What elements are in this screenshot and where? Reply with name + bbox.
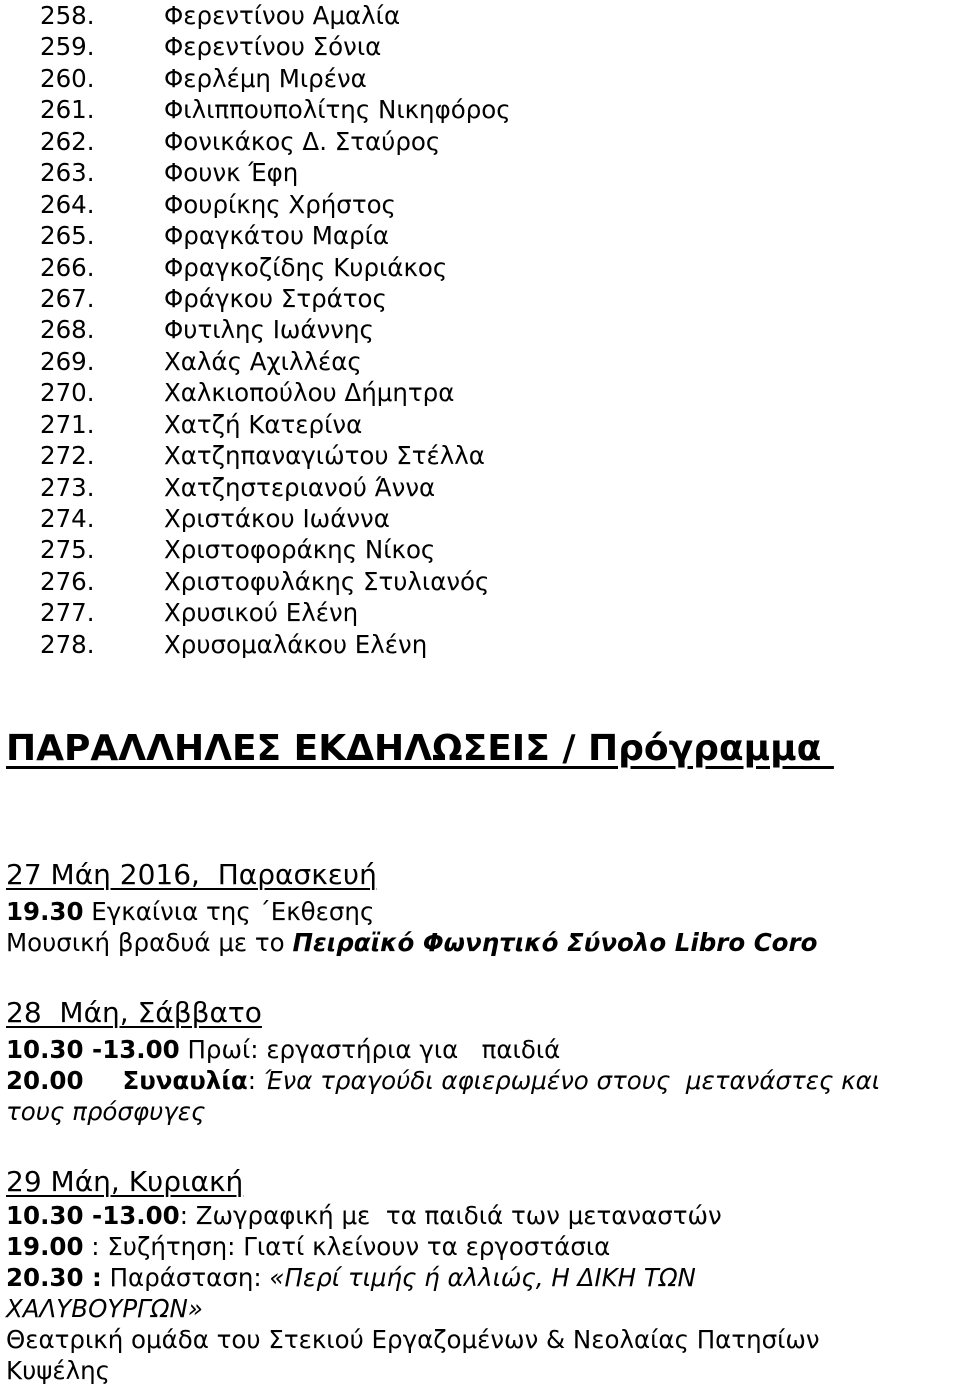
- list-item-name: Φραγκάτου Μαρία: [164, 221, 390, 251]
- event-title: Ένα τραγούδι αφιερωμένο στους μετανάστες και: [263, 1066, 881, 1095]
- troupe-text-cont: Κυψέλης: [6, 1356, 111, 1385]
- list-item-name: Χατζηστεριανού Άννα: [164, 472, 436, 502]
- event-time: 20.30 :: [6, 1263, 102, 1292]
- list-item-name: Χριστοφοράκης Νίκος: [164, 535, 436, 565]
- list-item-name: Χατζή Κατερίνα: [164, 409, 363, 439]
- event-line: [6, 1294, 203, 1323]
- list-item-number: 271.: [40, 409, 95, 439]
- event-time: 19.00: [6, 1232, 84, 1261]
- list-item-name: Φερεντίνου Αμαλία: [164, 1, 401, 30]
- list-item: [40, 597, 511, 628]
- event-text: : Συζήτηση: Γιατί κλείνουν τα εργοστάσια: [83, 1232, 611, 1261]
- event-line: [6, 1201, 722, 1230]
- ensemble-name: Πειραϊκό Φωνητικό Σύνολο Libro Coro: [292, 928, 818, 957]
- list-item: [40, 63, 511, 94]
- event-line: [6, 1263, 696, 1292]
- list-item-number: 274.: [40, 504, 95, 533]
- spacer: [84, 1066, 123, 1095]
- play-title-cont: ΧΑΛΥΒΟΥΡΓΩΝ»: [6, 1294, 203, 1323]
- list-item-number: 260.: [40, 63, 95, 93]
- event-text: Εγκαίνια της ΄Εκθεσης: [83, 897, 375, 926]
- event-text: : Ζωγραφική με τα παιδιά των μεταναστών: [179, 1201, 722, 1230]
- event-time: 20.00: [6, 1066, 84, 1095]
- list-item-number: 262.: [40, 126, 95, 156]
- list-item: [40, 377, 511, 408]
- list-item-number: 269.: [40, 346, 95, 376]
- colon: :: [247, 1066, 264, 1095]
- list-item: [40, 629, 511, 660]
- list-item-name: Φερλέμη Μιρένα: [164, 63, 367, 93]
- event-time: 10.30 -13.00: [6, 1035, 180, 1064]
- list-item-number: 264.: [40, 189, 95, 219]
- event-line: [6, 897, 374, 926]
- list-item-name: Φερεντίνου Σόνια: [164, 32, 382, 62]
- list-item: [40, 283, 511, 314]
- event-line: [6, 1232, 610, 1261]
- event-line: [6, 928, 817, 957]
- list-item: [40, 189, 511, 220]
- list-item: [40, 157, 511, 188]
- list-item-name: Φράγκου Στράτος: [164, 283, 387, 313]
- list-item-number: 258.: [40, 1, 95, 30]
- list-item: [40, 0, 511, 31]
- list-item: [40, 346, 511, 377]
- event-text: Μουσική βραδυά με το: [6, 928, 293, 957]
- list-item-name: Φραγκοζίδης Κυριάκος: [164, 252, 448, 282]
- list-item-name: Χατζηπαναγιώτου Στέλλα: [164, 441, 485, 471]
- list-item-number: 266.: [40, 252, 95, 282]
- event-line: [6, 1325, 820, 1354]
- list-item-number: 267.: [40, 283, 95, 313]
- event-type: Συναυλία: [122, 1066, 248, 1095]
- participants-list: [40, 0, 511, 660]
- event-line: [6, 1097, 205, 1126]
- play-title: «Περί τιμής ή αλλιώς, Η ΔΙΚΗ ΤΩΝ: [269, 1263, 696, 1292]
- event-title-cont: τους πρόσφυγες: [6, 1097, 206, 1126]
- list-item-number: 270.: [40, 378, 95, 408]
- list-item: [40, 409, 511, 440]
- list-item-number: 272.: [40, 441, 95, 471]
- event-text: Παράσταση:: [101, 1263, 270, 1292]
- list-item: [40, 94, 511, 125]
- list-item-number: 265.: [40, 221, 95, 251]
- list-item-name: Φονικάκος Δ. Σταύρος: [164, 126, 441, 156]
- list-item-number: 259.: [40, 32, 95, 62]
- event-line: [6, 1066, 880, 1095]
- list-item: [40, 440, 511, 471]
- event-line: [6, 1035, 560, 1064]
- list-item-name: Φιλιππουπολίτης Νικηφόρος: [164, 95, 511, 125]
- day-title-sunday: 29 Μάη, Κυριακή: [6, 1165, 244, 1198]
- list-item-name: Χαλκιοπούλου Δήμητρα: [164, 378, 455, 408]
- list-item-number: 278.: [40, 629, 95, 659]
- list-item-name: Χρυσικού Ελένη: [164, 598, 359, 628]
- event-time: 19.30: [6, 897, 84, 926]
- list-item-number: 277.: [40, 598, 95, 628]
- list-item-number: 263.: [40, 158, 95, 188]
- list-item-name: Χριστοφυλάκης Στυλιανός: [164, 566, 490, 596]
- list-item-number: 268.: [40, 315, 95, 345]
- section-heading: ΠΑΡΑΛΛΗΛΕΣ ΕΚΔΗΛΩΣΕΙΣ / Πρόγραμμα: [6, 728, 834, 769]
- list-item: [40, 126, 511, 157]
- list-item-number: 261.: [40, 95, 95, 125]
- day-title-friday: 27 Μάη 2016, Παρασκευή: [6, 858, 377, 891]
- list-item: [40, 566, 511, 597]
- list-item: [40, 314, 511, 345]
- troupe-text: Θεατρική ομάδα του Στεκιού Εργαζομένων & Νεολαίας Πατησίων: [6, 1325, 820, 1354]
- list-item: [40, 220, 511, 251]
- list-item-number: 275.: [40, 535, 95, 565]
- list-item-number: 273.: [40, 472, 95, 502]
- list-item: [40, 472, 511, 503]
- list-item-name: Φουρίκης Χρήστος: [164, 189, 396, 219]
- list-item: [40, 534, 511, 565]
- day-title-saturday: 28 Μάη, Σάββατο: [6, 996, 262, 1029]
- event-text: Πρωί: εργαστήρια για παιδιά: [179, 1035, 561, 1064]
- list-item: [40, 503, 511, 534]
- list-item-name: Χριστάκου Ιωάννα: [164, 504, 390, 533]
- list-item-name: Φουνκ Έφη: [164, 158, 299, 188]
- event-line: [6, 1356, 110, 1385]
- list-item: [40, 252, 511, 283]
- list-item: [40, 31, 511, 62]
- event-time: 10.30 -13.00: [6, 1201, 180, 1230]
- list-item-number: 276.: [40, 566, 95, 596]
- list-item-name: Χαλάς Αχιλλέας: [164, 346, 362, 376]
- list-item-name: Χρυσομαλάκου Ελένη: [164, 629, 428, 659]
- list-item-name: Φυτιλης Ιωάννης: [164, 315, 374, 345]
